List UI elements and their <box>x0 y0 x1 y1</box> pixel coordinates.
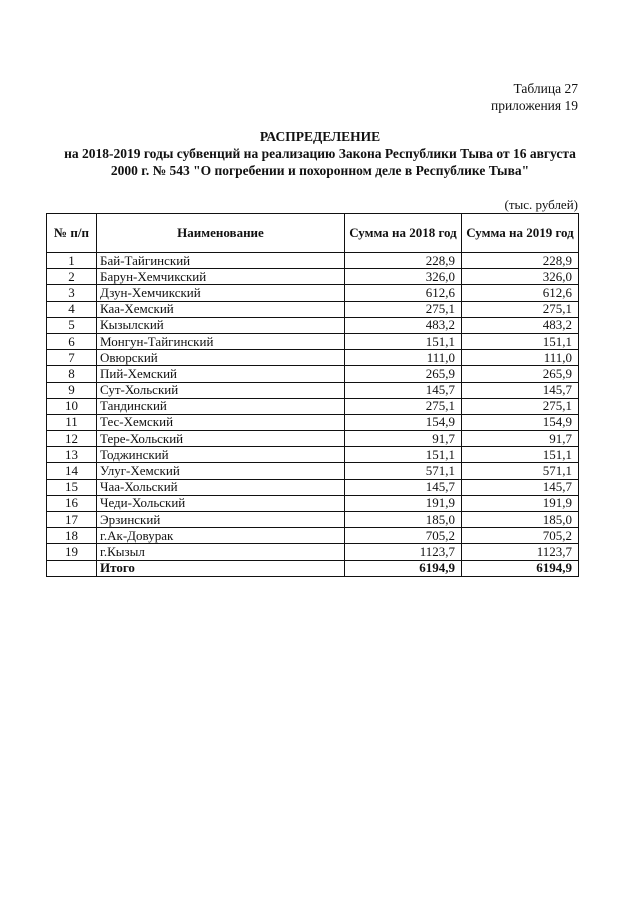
row-sum-2019: 1123,7 <box>462 544 579 560</box>
table-row <box>47 512 579 528</box>
row-sum-2018: 145,7 <box>345 479 462 495</box>
row-sum-2019: 228,9 <box>462 253 579 269</box>
row-sum-2019: 145,7 <box>462 382 579 398</box>
heading-subtitle-line-1: на 2018-2019 годы субвенций на реализацию Закона Республики Тыва от 16 августа <box>64 146 576 161</box>
row-number: 8 <box>47 366 97 382</box>
row-sum-2018: 705,2 <box>345 528 462 544</box>
row-number: 19 <box>47 544 97 560</box>
document-heading <box>40 128 600 179</box>
row-sum-2018: 571,1 <box>345 463 462 479</box>
appendix-number: приложения 19 <box>490 98 578 113</box>
table-row <box>47 463 579 479</box>
row-name: Сут-Хольский <box>97 382 345 398</box>
row-name: Овюрский <box>97 350 345 366</box>
row-sum-2018: 151,1 <box>345 447 462 463</box>
row-name: Дзун-Хемчикский <box>97 285 345 301</box>
row-sum-2018: 191,9 <box>345 495 462 511</box>
row-sum-2019: 571,1 <box>462 463 579 479</box>
column-header-name: Наименование <box>97 214 345 253</box>
row-sum-2018: 612,6 <box>345 285 462 301</box>
row-number: 10 <box>47 398 97 414</box>
row-sum-2019: 145,7 <box>462 479 579 495</box>
table-row <box>47 269 579 285</box>
column-header-sum-2018: Сумма на 2018 год <box>345 214 462 253</box>
table-row <box>47 431 579 447</box>
row-name: Тандинский <box>97 398 345 414</box>
row-sum-2019: 151,1 <box>462 447 579 463</box>
row-number: 11 <box>47 414 97 430</box>
row-sum-2019: 111,0 <box>462 350 579 366</box>
row-number: 6 <box>47 333 97 349</box>
row-number: 18 <box>47 528 97 544</box>
row-sum-2018: 275,1 <box>345 301 462 317</box>
heading-title: РАСПРЕДЕЛЕНИЕ <box>259 129 381 144</box>
row-name: Эрзинский <box>97 512 345 528</box>
row-name: Тоджинский <box>97 447 345 463</box>
column-header-sum-2019: Сумма на 2019 год <box>462 214 579 253</box>
row-sum-2019: 185,0 <box>462 512 579 528</box>
row-sum-2019: 326,0 <box>462 269 579 285</box>
row-number: 12 <box>47 431 97 447</box>
row-number: 5 <box>47 317 97 333</box>
row-sum-2019: 191,9 <box>462 495 579 511</box>
row-name: Тере-Хольский <box>97 431 345 447</box>
row-name: Пий-Хемский <box>97 366 345 382</box>
table-header-row <box>47 214 579 253</box>
row-name: Бай-Тайгинский <box>97 253 345 269</box>
row-sum-2018: 185,0 <box>345 512 462 528</box>
row-sum-2019: 265,9 <box>462 366 579 382</box>
row-sum-2019: 91,7 <box>462 431 579 447</box>
row-name: Тес-Хемский <box>97 414 345 430</box>
total-row <box>47 560 579 576</box>
total-label: Итого <box>97 560 345 576</box>
table-reference <box>491 80 578 114</box>
table-row <box>47 528 579 544</box>
table-row <box>47 317 579 333</box>
table-body <box>47 253 579 577</box>
table-row <box>47 479 579 495</box>
row-number: 1 <box>47 253 97 269</box>
row-number: 7 <box>47 350 97 366</box>
row-sum-2019: 275,1 <box>462 301 579 317</box>
table-row <box>47 447 579 463</box>
table-row <box>47 382 579 398</box>
column-header-num: № п/п <box>47 214 97 253</box>
row-sum-2019: 154,9 <box>462 414 579 430</box>
row-sum-2018: 154,9 <box>345 414 462 430</box>
row-sum-2019: 612,6 <box>462 285 579 301</box>
table-row <box>47 398 579 414</box>
row-name: Кызылский <box>97 317 345 333</box>
table-row <box>47 414 579 430</box>
table-row <box>47 350 579 366</box>
row-sum-2018: 275,1 <box>345 398 462 414</box>
row-sum-2019: 705,2 <box>462 528 579 544</box>
row-sum-2018: 111,0 <box>345 350 462 366</box>
heading-subtitle-line-2: 2000 г. № 543 "О погребении и похоронном деле в Республике Тыва" <box>110 163 530 178</box>
table-number: Таблица 27 <box>513 81 578 96</box>
row-number: 15 <box>47 479 97 495</box>
row-number: 17 <box>47 512 97 528</box>
table-row <box>47 253 579 269</box>
row-sum-2018: 228,9 <box>345 253 462 269</box>
table-row <box>47 495 579 511</box>
total-sum-2018: 6194,9 <box>345 560 462 576</box>
table-row <box>47 544 579 560</box>
total-sum-2019: 6194,9 <box>462 560 579 576</box>
row-sum-2018: 265,9 <box>345 366 462 382</box>
row-name: г.Кызыл <box>97 544 345 560</box>
table-row <box>47 333 579 349</box>
row-number: 9 <box>47 382 97 398</box>
row-number: 16 <box>47 495 97 511</box>
row-name: Чеди-Хольский <box>97 495 345 511</box>
row-sum-2019: 151,1 <box>462 333 579 349</box>
row-number: 3 <box>47 285 97 301</box>
row-name: Барун-Хемчикский <box>97 269 345 285</box>
row-sum-2018: 483,2 <box>345 317 462 333</box>
row-sum-2018: 151,1 <box>345 333 462 349</box>
row-name: г.Ак-Довурак <box>97 528 345 544</box>
row-sum-2018: 326,0 <box>345 269 462 285</box>
row-name: Чаа-Хольский <box>97 479 345 495</box>
units-note: (тыс. рублей) <box>504 197 578 212</box>
row-number: 13 <box>47 447 97 463</box>
total-number-cell <box>47 560 97 576</box>
row-name: Улуг-Хемский <box>97 463 345 479</box>
row-number: 14 <box>47 463 97 479</box>
row-name: Монгун-Тайгинский <box>97 333 345 349</box>
table-row <box>47 285 579 301</box>
table-row <box>47 301 579 317</box>
row-number: 4 <box>47 301 97 317</box>
row-name: Каа-Хемский <box>97 301 345 317</box>
row-sum-2018: 145,7 <box>345 382 462 398</box>
table-row <box>47 366 579 382</box>
row-number: 2 <box>47 269 97 285</box>
row-sum-2019: 275,1 <box>462 398 579 414</box>
row-sum-2019: 483,2 <box>462 317 579 333</box>
row-sum-2018: 1123,7 <box>345 544 462 560</box>
distribution-table <box>46 213 579 577</box>
row-sum-2018: 91,7 <box>345 431 462 447</box>
